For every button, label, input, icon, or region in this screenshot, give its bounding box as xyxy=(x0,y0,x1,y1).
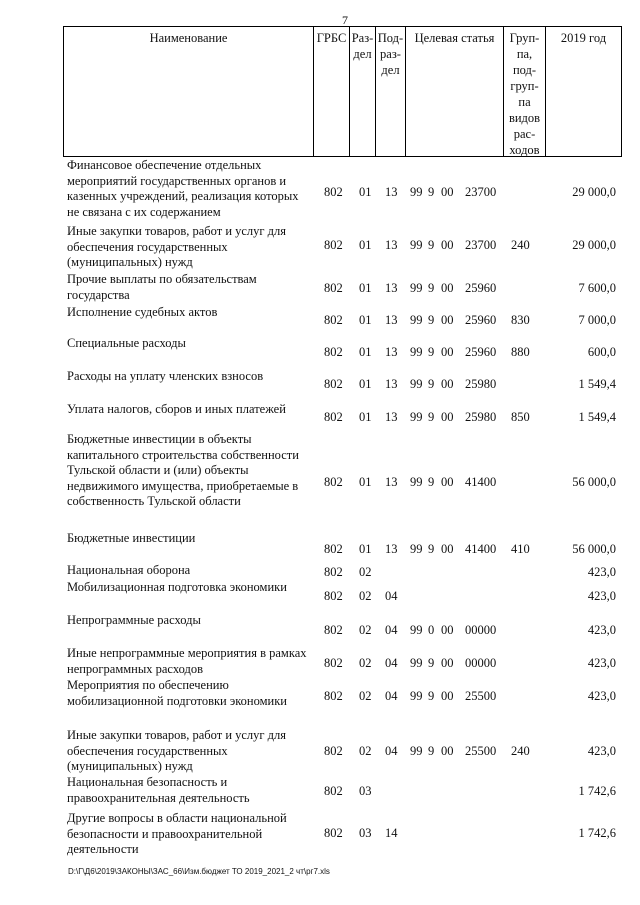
row-sum: 56 000,0 xyxy=(572,542,616,556)
row-cs4: 25980 xyxy=(465,377,497,391)
row-cs2: 9 xyxy=(428,475,435,489)
row-cs3: 00 xyxy=(441,345,454,359)
row-name: Прочие выплаты по обязательствам государства xyxy=(67,272,257,302)
row-vid: 240 xyxy=(511,238,530,252)
row-name: Финансовое обеспечение отдельных мероприятий государственных органов и казенных учреждений, реализация которых не связана с их содержанием xyxy=(67,158,299,219)
row-grbs: 802 xyxy=(324,784,343,798)
row-cs1: 99 xyxy=(410,185,423,199)
row-podrazdel: 13 xyxy=(385,281,398,295)
row-cs2: 9 xyxy=(428,185,435,199)
row-name: Другие вопросы в области национальной безопасности и правоохранительной деятельности xyxy=(67,811,287,856)
row-cs3: 00 xyxy=(441,689,454,703)
row-podrazdel: 13 xyxy=(385,185,398,199)
row-cs3: 00 xyxy=(441,281,454,295)
row-name: Национальная безопасность и правоохранительная деятельность xyxy=(67,775,250,805)
row-sum: 423,0 xyxy=(587,565,616,579)
row-cs4: 25500 xyxy=(465,744,497,758)
row-cs2: 0 xyxy=(428,623,435,637)
row-razdel: 01 xyxy=(359,345,372,359)
row-podrazdel: 13 xyxy=(385,345,398,359)
row-cs3: 00 xyxy=(441,377,454,391)
row-cs3: 00 xyxy=(441,656,454,670)
row-podrazdel: 04 xyxy=(385,689,398,703)
row-grbs: 802 xyxy=(324,185,343,199)
header-name: Наименование xyxy=(64,27,314,156)
row-name: Исполнение судебных актов xyxy=(67,305,218,319)
row-razdel: 03 xyxy=(359,826,372,840)
row-cs2: 9 xyxy=(428,744,435,758)
row-cs1: 99 xyxy=(410,656,423,670)
row-cs3: 00 xyxy=(441,542,454,556)
row-cs2: 9 xyxy=(428,281,435,295)
row-grbs: 802 xyxy=(324,542,343,556)
header-group-line: рас- xyxy=(513,127,536,141)
row-razdel: 01 xyxy=(359,475,372,489)
header-razdel-line1: Раз- xyxy=(351,31,374,45)
header-group xyxy=(504,27,546,156)
header-group-line: видов xyxy=(508,111,541,125)
row-cs3: 00 xyxy=(441,475,454,489)
row-cs1: 99 xyxy=(410,345,423,359)
row-cs2: 9 xyxy=(428,410,435,424)
row-cs4: 23700 xyxy=(465,185,497,199)
row-podrazdel: 14 xyxy=(385,826,398,840)
row-grbs: 802 xyxy=(324,744,343,758)
row-cs4: 25960 xyxy=(465,345,497,359)
header-group-line: па, xyxy=(516,47,533,61)
header-target: Целевая статья xyxy=(406,27,504,156)
row-razdel: 03 xyxy=(359,784,372,798)
row-sum: 423,0 xyxy=(587,744,616,758)
row-podrazdel: 13 xyxy=(385,410,398,424)
row-cs4: 41400 xyxy=(465,542,497,556)
row-vid: 240 xyxy=(511,744,530,758)
row-cs2: 9 xyxy=(428,377,435,391)
row-sum: 423,0 xyxy=(587,589,616,603)
row-grbs: 802 xyxy=(324,377,343,391)
row-sum: 1 742,6 xyxy=(578,826,616,840)
row-cs4: 41400 xyxy=(465,475,497,489)
row-name: Иные непрограммные мероприятия в рамках непрограммных расходов xyxy=(67,646,307,676)
row-cs2: 9 xyxy=(428,689,435,703)
row-cs4: 25960 xyxy=(465,313,497,327)
row-cs4: 25500 xyxy=(465,689,497,703)
header-podrazdel-line1: Под- xyxy=(377,31,404,45)
row-cs2: 9 xyxy=(428,656,435,670)
row-razdel: 01 xyxy=(359,313,372,327)
header-group-line: груп- xyxy=(510,79,539,93)
header-podrazdel-line3: дел xyxy=(381,63,400,77)
page-number: 7 xyxy=(342,13,348,27)
row-podrazdel: 04 xyxy=(385,744,398,758)
row-vid: 830 xyxy=(511,313,530,327)
row-sum: 423,0 xyxy=(587,623,616,637)
row-podrazdel: 13 xyxy=(385,313,398,327)
row-razdel: 02 xyxy=(359,623,372,637)
row-cs1: 99 xyxy=(410,475,423,489)
row-cs1: 99 xyxy=(410,281,423,295)
header-group-line: па xyxy=(518,95,531,109)
row-cs2: 9 xyxy=(428,313,435,327)
row-podrazdel: 04 xyxy=(385,656,398,670)
row-cs2: 9 xyxy=(428,542,435,556)
header-group-line: ходов xyxy=(509,143,540,157)
row-cs3: 00 xyxy=(441,744,454,758)
row-podrazdel: 13 xyxy=(385,238,398,252)
row-razdel: 01 xyxy=(359,377,372,391)
header-group-line: под- xyxy=(512,63,537,77)
row-sum: 423,0 xyxy=(587,689,616,703)
row-grbs: 802 xyxy=(324,623,343,637)
row-name: Иные закупки товаров, работ и услуг для обеспечения государственных (муниципальных) нужд xyxy=(67,728,287,773)
row-sum: 1 549,4 xyxy=(578,410,616,424)
row-razdel: 01 xyxy=(359,281,372,295)
row-sum: 600,0 xyxy=(587,345,616,359)
row-sum: 7 000,0 xyxy=(578,313,616,327)
row-razdel: 02 xyxy=(359,744,372,758)
row-sum: 423,0 xyxy=(587,656,616,670)
row-cs1: 99 xyxy=(410,313,423,327)
row-sum: 1 549,4 xyxy=(578,377,616,391)
table-header xyxy=(63,26,622,157)
row-razdel: 02 xyxy=(359,565,372,579)
row-sum: 7 600,0 xyxy=(578,281,616,295)
row-cs2: 9 xyxy=(428,238,435,252)
row-razdel: 01 xyxy=(359,410,372,424)
row-cs3: 00 xyxy=(441,623,454,637)
row-vid: 880 xyxy=(511,345,530,359)
row-grbs: 802 xyxy=(324,589,343,603)
row-name: Бюджетные инвестиции xyxy=(67,531,196,545)
row-name: Бюджетные инвестиции в объекты капитального строительства собственности Тульской области и (или) объекты недвижимого имущества, приобретаемые в собственность Тульской области xyxy=(67,432,299,508)
row-grbs: 802 xyxy=(324,238,343,252)
row-razdel: 01 xyxy=(359,238,372,252)
header-group-line: Груп- xyxy=(509,31,540,45)
row-grbs: 802 xyxy=(324,410,343,424)
row-grbs: 802 xyxy=(324,475,343,489)
row-name: Специальные расходы xyxy=(67,336,186,350)
row-cs4: 23700 xyxy=(465,238,497,252)
row-razdel: 01 xyxy=(359,542,372,556)
file-path-footer: D:\Г\Д6\2019\ЗАКОНЫ\ЗАС_66\Изм.бюджет ТО 2019_2021_2 чт\рг7.xls xyxy=(68,867,330,876)
row-podrazdel: 13 xyxy=(385,542,398,556)
row-name: Уплата налогов, сборов и иных платежей xyxy=(67,402,286,416)
row-cs1: 99 xyxy=(410,744,423,758)
row-vid: 410 xyxy=(511,542,530,556)
row-sum: 29 000,0 xyxy=(572,185,616,199)
row-grbs: 802 xyxy=(324,656,343,670)
row-cs1: 99 xyxy=(410,238,423,252)
row-sum: 56 000,0 xyxy=(572,475,616,489)
row-cs2: 9 xyxy=(428,345,435,359)
row-podrazdel: 13 xyxy=(385,377,398,391)
row-name: Мероприятия по обеспечению мобилизационной подготовки экономики xyxy=(67,678,287,708)
row-razdel: 02 xyxy=(359,589,372,603)
row-cs1: 99 xyxy=(410,377,423,391)
row-podrazdel: 04 xyxy=(385,623,398,637)
header-razdel xyxy=(350,27,376,156)
row-name: Непрограммные расходы xyxy=(67,613,201,627)
row-podrazdel: 13 xyxy=(385,475,398,489)
row-vid: 850 xyxy=(511,410,530,424)
row-cs1: 99 xyxy=(410,542,423,556)
header-grbs: ГРБС xyxy=(314,27,350,156)
row-razdel: 01 xyxy=(359,185,372,199)
row-cs3: 00 xyxy=(441,410,454,424)
row-cs3: 00 xyxy=(441,238,454,252)
row-cs3: 00 xyxy=(441,185,454,199)
row-sum: 29 000,0 xyxy=(572,238,616,252)
row-cs4: 25980 xyxy=(465,410,497,424)
row-name: Иные закупки товаров, работ и услуг для обеспечения государственных (муниципальных) нужд xyxy=(67,224,287,269)
row-grbs: 802 xyxy=(324,565,343,579)
row-grbs: 802 xyxy=(324,281,343,295)
row-cs4: 00000 xyxy=(465,656,497,670)
row-name: Мобилизационная подготовка экономики xyxy=(67,580,287,594)
row-cs4: 00000 xyxy=(465,623,497,637)
row-podrazdel: 04 xyxy=(385,589,398,603)
row-cs4: 25960 xyxy=(465,281,497,295)
header-podrazdel xyxy=(376,27,406,156)
header-podrazdel-line2: раз- xyxy=(380,47,401,61)
header-year: 2019 год xyxy=(560,31,607,45)
row-grbs: 802 xyxy=(324,826,343,840)
row-name: Расходы на уплату членских взносов xyxy=(67,369,264,383)
header-razdel-line2: дел xyxy=(353,47,372,61)
row-name: Национальная оборона xyxy=(67,563,191,577)
row-cs1: 99 xyxy=(410,689,423,703)
row-grbs: 802 xyxy=(324,689,343,703)
row-razdel: 02 xyxy=(359,656,372,670)
row-grbs: 802 xyxy=(324,345,343,359)
row-razdel: 02 xyxy=(359,689,372,703)
row-sum: 1 742,6 xyxy=(578,784,616,798)
row-cs1: 99 xyxy=(410,623,423,637)
row-cs1: 99 xyxy=(410,410,423,424)
row-cs3: 00 xyxy=(441,313,454,327)
row-grbs: 802 xyxy=(324,313,343,327)
